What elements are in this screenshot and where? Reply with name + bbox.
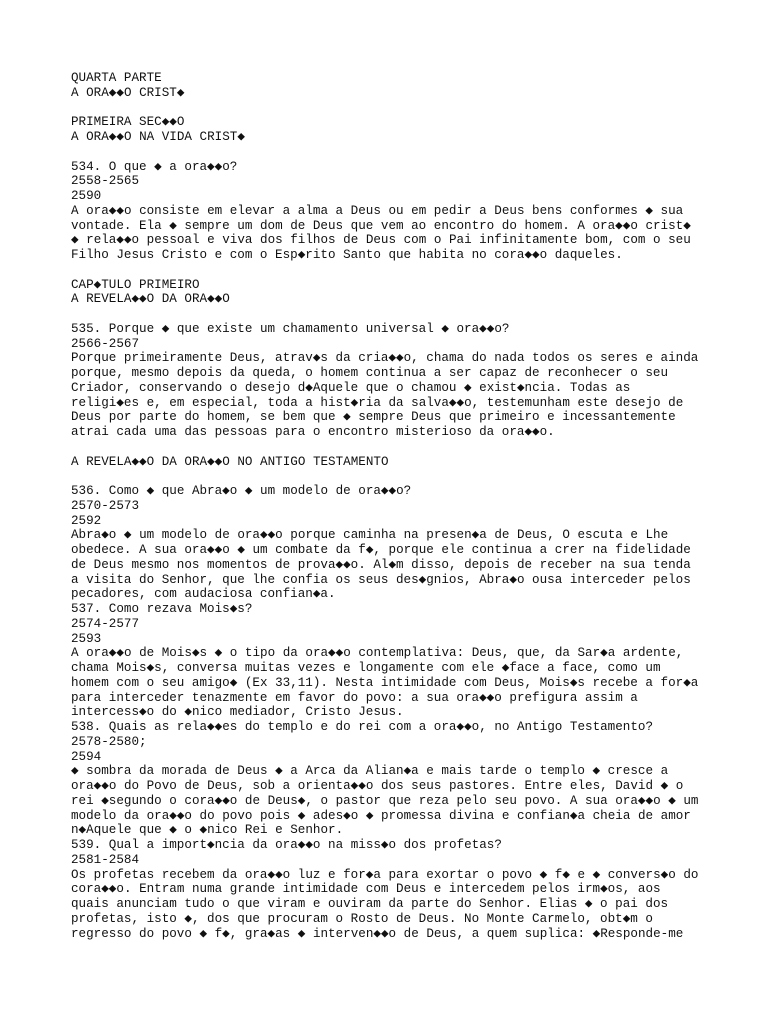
text-line: 2574-2577 <box>71 616 140 631</box>
text-line: Filho Jesus Cristo e com o Esp◆rito Santo que habita no cora◆◆o daqueles. <box>71 248 623 262</box>
text-line: 535. Porque ◆ que existe um chamamento universal ◆ ora◆◆o? <box>71 321 510 336</box>
text-line: 534. O que ◆ a ora◆◆o? <box>71 159 238 174</box>
text-line: 538. Quais as rela◆◆es do templo e do rei com a ora◆◆o, no Antigo Testamento? <box>71 720 654 734</box>
text-line <box>71 263 751 278</box>
text-line: porque, mesmo depois da queda, o homem continua a ser capaz de reconhecer o seu <box>71 366 669 380</box>
text-line: Abra◆o ◆ um modelo de ora◆◆o porque caminha na presen◆a de Deus, O escuta e Lhe <box>71 528 669 543</box>
text-line: 2590 <box>71 189 102 203</box>
text-line: 2593 <box>71 631 102 646</box>
text-line: Os profetas recebem da ora◆◆o luz e for◆a para exortar o povo ◆ f◆ e ◆ convers◆o do <box>71 867 699 882</box>
text-line: de Deus mesmo nos momentos de prova◆◆o. Al◆m disso, depois de receber na sua tenda <box>71 557 691 572</box>
text-line: 2570-2573 <box>71 498 140 513</box>
text-line: 537. Como rezava Mois◆s? <box>71 602 253 616</box>
text-line: 539. Qual a import◆ncia da ora◆◆o na miss◆o dos profetas? <box>71 838 502 852</box>
text-line: rei ◆segundo o cora◆◆o de Deus◆, o pastor que reza pelo seu povo. A sua ora◆◆o ◆ um <box>71 793 699 808</box>
text-line: A ORA◆◆O NA VIDA CRIST◆ <box>71 130 245 144</box>
text-line: A REVELA◆◆O DA ORA◆◆O <box>71 292 230 307</box>
text-line: chama Mois◆s, conversa muitas vezes e longamente com ele ◆face a face, como um <box>71 661 661 675</box>
text-line: ◆ sombra da morada de Deus ◆ a Arca da Alian◆a e mais tarde o templo ◆ cresce a <box>71 764 669 779</box>
text-line: Deus por parte do homem, se bem que ◆ sempre Deus que primeiro e incessantemente <box>71 410 676 425</box>
document-body <box>71 71 751 941</box>
text-line: 2558-2565 <box>71 174 140 189</box>
text-line: 2581-2584 <box>71 852 140 867</box>
text-line: ◆ rela◆◆o pessoal e viva dos filhos de Deus com o Pai infinitamente bom, com o seu <box>71 233 691 248</box>
text-line: 2594 <box>71 749 102 764</box>
text-line: CAP◆TULO PRIMEIRO <box>71 277 200 292</box>
text-line: Criador, conservando o desejo d◆Aquele que o chamou ◆ exist◆ncia. Todas as <box>71 380 631 395</box>
text-line: A ORA◆◆O CRIST◆ <box>71 85 185 100</box>
text-line: modelo da ora◆◆o do povo pois ◆ ades◆o ◆ promessa divina e confian◆a cheia de amor <box>71 808 691 823</box>
text-line: 2566-2567 <box>71 336 140 351</box>
text-line <box>71 101 751 116</box>
text-line: intercess◆o do ◆nico mediador, Cristo Jesus. <box>71 705 404 720</box>
text-line: vontade. Ela ◆ sempre um dom de Deus que vem ao encontro do homem. A ora◆◆o crist◆ <box>71 218 691 233</box>
text-line: profetas, isto ◆, dos que procuram o Rosto de Deus. No Monte Carmelo, obt◆m o <box>71 911 653 926</box>
text-line: 2578-2580; <box>71 734 147 749</box>
text-line: PRIMEIRA SEC◆◆O <box>71 115 185 130</box>
text-line: homem com o seu amigo◆ (Ex 33,11). Nesta intimidade com Deus, Mois◆s recebe a for◆a <box>71 675 699 690</box>
text-line <box>71 145 751 160</box>
text-line: 2592 <box>71 513 102 528</box>
text-line: para interceder tenazmente em favor do povo: a sua ora◆◆o prefigura assim a <box>71 690 638 705</box>
text-line: QUARTA PARTE <box>71 71 162 85</box>
text-line: n◆Aquele que ◆ o ◆nico Rei e Senhor. <box>71 823 344 838</box>
text-line: 536. Como ◆ que Abra◆o ◆ um modelo de ora◆◆o? <box>71 484 412 498</box>
text-line: religi◆es e, em especial, toda a hist◆ria da salva◆◆o, testemunham este desejo de <box>71 395 684 410</box>
text-line: quais anunciam tudo o que viram e ouviram da parte do Senhor. Elias ◆ o pai dos <box>71 897 669 911</box>
text-line: A ora◆◆o consiste em elevar a alma a Deus ou em pedir a Deus bens conformes ◆ sua <box>71 203 684 218</box>
text-line <box>71 307 751 322</box>
text-line <box>71 469 751 484</box>
text-line: A ora◆◆o de Mois◆s ◆ o tipo da ora◆◆o contemplativa: Deus, que, da Sar◆a ardente, <box>71 646 684 661</box>
text-line: A REVELA◆◆O DA ORA◆◆O NO ANTIGO TESTAMENTO <box>71 454 389 469</box>
text-line <box>71 440 751 455</box>
text-line: ora◆◆o do Povo de Deus, sob a orienta◆◆o dos seus pastores. Entre eles, David ◆ o <box>71 779 684 793</box>
text-line: pecadores, com audaciosa confian◆a. <box>71 587 336 602</box>
text-line: cora◆◆o. Entram numa grande intimidade com Deus e intercedem pelos irm◆os, aos <box>71 882 661 897</box>
text-line: regresso do povo ◆ f◆, gra◆as ◆ interven◆◆o de Deus, a quem suplica: ◆Responde-me <box>71 926 684 941</box>
text-line: obedece. A sua ora◆◆o ◆ um combate da f◆, porque ele continua a crer na fidelidade <box>71 543 691 557</box>
text-line: Porque primeiramente Deus, atrav◆s da cria◆◆o, chama do nada todos os seres e ainda <box>71 351 699 366</box>
text-line: a visita do Senhor, que lhe confia os seus des◆gnios, Abra◆o ousa interceder pelos <box>71 572 691 587</box>
text-line: atrai cada uma das pessoas para o encontro misterioso da ora◆◆o. <box>71 425 555 439</box>
